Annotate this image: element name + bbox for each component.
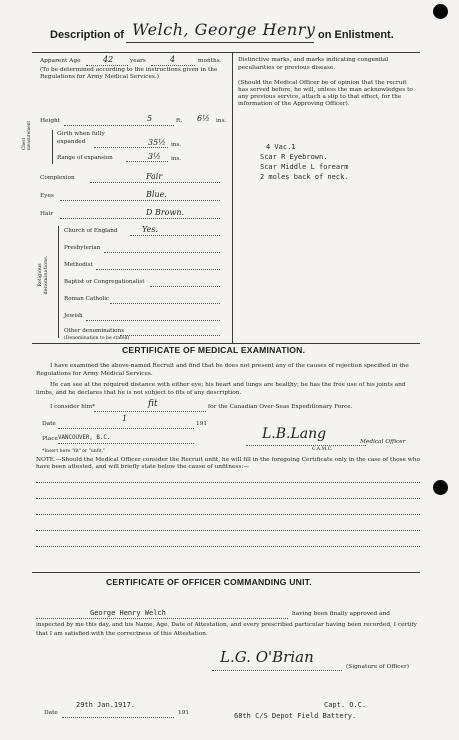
- medical-para-2: He can see at the required distance with either eye; his heart and lungs are healthy; he has the free use of his joints and limbs, and he declares that he is not subject to fits of any description.: [36, 382, 406, 397]
- medical-date-value: 1: [122, 414, 128, 423]
- church-of-england-value: Yes.: [142, 225, 158, 234]
- age-months-value: 4: [170, 55, 176, 64]
- religion-baptist: Baptist or Congregationalist: [64, 279, 145, 285]
- hair-value: D Brown.: [146, 208, 185, 217]
- range-label: Range of expansion: [57, 155, 113, 161]
- girth-value: 35½: [148, 138, 166, 147]
- medical-sig-line: [246, 445, 366, 446]
- frame-bottom-rule: [32, 343, 420, 344]
- recruit-name-line: [36, 618, 288, 619]
- medical-date-label: Date: [42, 421, 56, 427]
- frame-top-rule: [32, 52, 420, 53]
- commanding-date-line: [62, 717, 174, 718]
- ft-label: ft.: [176, 118, 183, 124]
- marks-line-2: Scar R Eyebrown.: [260, 153, 328, 161]
- religion-roman-catholic: Roman Catholic: [64, 296, 110, 302]
- camc-label: C.A.M.C.: [312, 447, 333, 452]
- rc-line: [110, 303, 220, 304]
- complexion-line: [90, 182, 220, 183]
- marks-line-4: 2 moles back of neck.: [260, 173, 349, 181]
- age-note: (To be determined according to the instructions given in the Regulations for Army Medical Services.): [40, 67, 218, 80]
- medical-footnote: *Insert here "fit" or "unfit.": [42, 449, 106, 454]
- height-ins-value: 6½: [197, 114, 210, 123]
- commanding-certificate-title: CERTIFICATE OF OFFICER COMMANDING UNIT.: [106, 577, 312, 587]
- note-line-3: [36, 514, 420, 515]
- presbyterian-line: [104, 252, 220, 253]
- religion-bracket: [58, 226, 59, 338]
- consider-label: I consider him*: [50, 404, 96, 410]
- coe-line: [130, 235, 220, 236]
- chest-bracket: [52, 130, 53, 164]
- religion-methodist: Methodist: [64, 262, 93, 268]
- eyes-label: Eyes: [40, 193, 54, 199]
- medical-date-line: [58, 428, 194, 429]
- apparent-age-label: Apparent Age: [40, 58, 81, 64]
- commanding-unit: 68th C/S Depot Field Battery.: [234, 712, 357, 720]
- eyes-line: [60, 200, 220, 201]
- note-line-2: [36, 498, 420, 499]
- height-ft-value: 5: [147, 114, 153, 123]
- marks-note: (Should the Medical Officer be of opinion that the recruit has served before, he will, unless the man acknowledges to any previous service, attach a slip to that effect, for the information of the Approving Officer).: [238, 80, 413, 107]
- age-years-value: 42: [103, 55, 114, 64]
- hair-label: Hair: [40, 211, 54, 217]
- punch-hole-bottom: [433, 480, 448, 495]
- girth-label: Girth when fully expanded: [57, 131, 105, 145]
- medical-bottom-rule: [32, 572, 420, 573]
- religion-presbyterian: Presbyterian: [64, 245, 101, 251]
- complexion-value: Fair: [146, 172, 163, 181]
- medical-officer-signature: L.B.Lang: [262, 426, 327, 442]
- months-label: months.: [198, 58, 222, 64]
- medical-officer-label: Medical Officer: [360, 439, 406, 445]
- age-months-line: [151, 65, 195, 66]
- frame-divider: [232, 52, 233, 343]
- range-ins-label: ins.: [171, 156, 182, 162]
- consider-suffix: for the Canadian Over-Seas Expeditionary Force.: [208, 404, 353, 410]
- punch-hole-top: [433, 4, 448, 19]
- medical-place-value: VANCOUVER, B.C.: [58, 435, 111, 441]
- ins-label: ins.: [216, 118, 227, 124]
- religion-other-note: (Denomination to be stated): [64, 336, 130, 341]
- medical-note: NOTE.—Should the Medical Officer consider the Recruit unfit, he will fill in the foregoing Certificate only in the case of those who have been attested, and will briefly state below the cause of unfitness:—: [36, 457, 420, 471]
- religion-jewish: Jewish: [64, 313, 83, 319]
- baptist-line: [150, 286, 220, 287]
- years-label: years: [130, 58, 146, 64]
- eyes-value: Blue.: [146, 190, 167, 199]
- commanding-recruit-name: George Henry Welch: [90, 609, 166, 617]
- religion-group-label: Religious denominations.: [37, 255, 49, 295]
- marks-heading: Distinctive marks, and marks indicating congenital peculiarities or previous disease.: [238, 57, 389, 71]
- commanding-year-label: 191: [178, 710, 190, 716]
- religion-other: Other denominations: [64, 328, 124, 334]
- jewish-line: [86, 320, 220, 321]
- medical-para-1: I have examined the above-named Recruit and find that he does not present any of the causes of rejection specified in the Regulations for Army Medical Services.: [36, 363, 409, 378]
- commanding-signature-label: (Signature of Officer): [346, 664, 410, 670]
- other-line: [120, 335, 220, 336]
- religion-church-of-england: Church of England: [64, 228, 118, 234]
- medical-certificate-title: CERTIFICATE OF MEDICAL EXAMINATION.: [122, 345, 306, 355]
- medical-place-label: Place: [42, 436, 58, 442]
- commanding-line1-suffix: having been finally approved and: [292, 611, 390, 617]
- girth-line: [94, 147, 168, 148]
- height-label: Height: [40, 118, 61, 124]
- methodist-line: [96, 269, 220, 270]
- girth-ins-label: ins.: [171, 142, 182, 148]
- note-line-1: [36, 482, 420, 483]
- note-line-5: [36, 546, 420, 547]
- note-line-4: [36, 530, 420, 531]
- commanding-date-value: 29th Jan.1917.: [76, 701, 136, 709]
- marks-line-3: Scar Middle L forearm: [260, 163, 349, 171]
- form-title-left: Description of: [50, 29, 124, 41]
- chest-group-label: Chest measurement: [21, 120, 31, 150]
- name-underline: [126, 42, 314, 43]
- fit-value: fit: [148, 399, 158, 409]
- range-line: [126, 161, 168, 162]
- hair-line: [60, 218, 220, 219]
- form-title-right: on Enlistment.: [318, 29, 394, 41]
- height-line: [64, 125, 174, 126]
- marks-line-1: 4 Vac.1: [266, 143, 296, 151]
- commanding-officer-signature: L.G. O'Brian: [220, 648, 314, 666]
- recruit-name-handwritten: Welch, George Henry: [132, 20, 316, 39]
- commanding-sig-line: [212, 670, 342, 671]
- medical-year-label: 191: [196, 421, 208, 427]
- complexion-label: Complexion: [40, 175, 75, 181]
- medical-place-line: [58, 443, 194, 444]
- fit-line: [94, 411, 206, 412]
- commanding-rank: Capt. O.C.: [324, 701, 367, 709]
- range-value: 3½: [148, 152, 161, 161]
- age-years-line: [86, 65, 128, 66]
- commanding-para: inspected by me this day, and his Name, Age, Date of Attestation, and every prescribed particular having been recorded, I certify that I am satisfied with the correctness of this Attestation.: [36, 622, 417, 638]
- commanding-date-label: Date: [44, 710, 58, 716]
